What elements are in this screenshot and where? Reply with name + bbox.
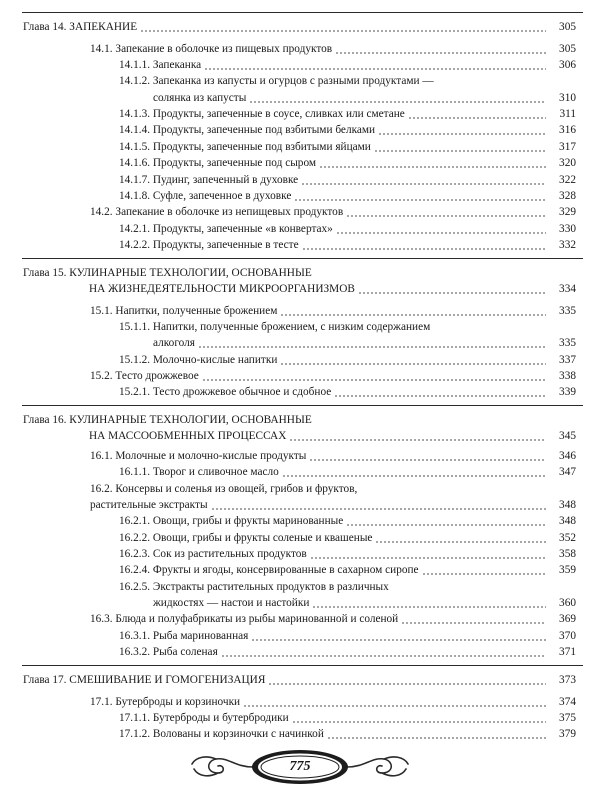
toc-subsection-14-1-1[interactable] <box>0 58 600 73</box>
toc-page: 370 <box>546 629 576 644</box>
toc-subsection-16-2-4[interactable] <box>0 563 600 578</box>
toc-text: 14.2.2. Продукты, запеченные в тесте <box>119 238 302 253</box>
toc-page: 346 <box>546 449 576 464</box>
toc-subsection-17-1-2[interactable] <box>0 727 600 742</box>
toc-page: 329 <box>546 205 576 220</box>
toc-page: 373 <box>546 673 576 688</box>
toc-text: 16.2. Консервы и соленья из овощей, грибов и фруктов, <box>90 482 360 497</box>
toc-text: НА МАССООБМЕННЫХ ПРОЦЕССАХ <box>89 429 289 444</box>
toc-text: 16.1.1. Творог и сливочное масло <box>119 465 282 480</box>
toc-text: 17.1.1. Бутерброды и бутербродики <box>119 711 292 726</box>
toc-text: солянка из капусты <box>153 91 249 106</box>
toc-text: 16.3. Блюда и полуфабрикаты из рыбы маринованной и соленой <box>90 612 401 627</box>
toc-page: 348 <box>546 498 576 513</box>
toc-text: 16.2.4. Фрукты и ягоды, консервированные в сахарном сиропе <box>119 563 422 578</box>
toc-text: 17.1. Бутерброды и корзиночки <box>90 695 243 710</box>
toc-section-16-1[interactable] <box>0 449 600 464</box>
toc-page: 311 <box>546 107 576 122</box>
toc-subsection-15-1-1-cont[interactable] <box>0 336 600 351</box>
toc-text: 16.2.1. Овощи, грибы и фрукты маринованные <box>119 514 346 529</box>
toc-page: 348 <box>546 514 576 529</box>
toc-text: НА ЖИЗНЕДЕЯТЕЛЬНОСТИ МИКРООРГАНИЗМОВ <box>89 282 358 297</box>
toc-subsection-14-2-1[interactable] <box>0 222 600 237</box>
toc-text: жидкостях — настои и настойки <box>153 596 312 611</box>
toc-subsection-15-1-2[interactable] <box>0 353 600 368</box>
toc-text: 14.1.4. Продукты, запеченные под взбитыми белками <box>119 123 378 138</box>
toc-subsection-14-1-6[interactable] <box>0 156 600 171</box>
chapter-divider <box>22 258 583 259</box>
toc-text: 14.1.6. Продукты, запеченные под сыром <box>119 156 319 171</box>
toc-text: 17.1.2. Волованы и корзиночки с начинкой <box>119 727 327 742</box>
toc-chapter-16[interactable] <box>0 413 600 428</box>
toc-page: 374 <box>546 695 576 710</box>
toc-subsection-14-1-8[interactable] <box>0 189 600 204</box>
toc-page: 345 <box>546 429 576 444</box>
toc-page: 369 <box>546 612 576 627</box>
toc-section-14-2[interactable] <box>0 205 600 220</box>
toc-page: 375 <box>546 711 576 726</box>
toc-subsection-16-1-1[interactable] <box>0 465 600 480</box>
toc-page: 305 <box>546 42 576 57</box>
toc-chapter-15[interactable] <box>0 266 600 281</box>
chapter-divider <box>22 665 583 666</box>
toc-page: 359 <box>546 563 576 578</box>
toc-text: 14.1.1. Запеканка <box>119 58 204 73</box>
toc-text: алкоголя <box>153 336 198 351</box>
toc-page: 328 <box>546 189 576 204</box>
toc-subsection-15-2-1[interactable] <box>0 385 600 400</box>
toc-page: 360 <box>546 596 576 611</box>
toc-section-16-2-cont[interactable] <box>0 498 600 513</box>
toc-text: растительные экстракты <box>90 498 211 513</box>
toc-section-17-1[interactable] <box>0 695 600 710</box>
toc-page: 339 <box>546 385 576 400</box>
toc-page: 347 <box>546 465 576 480</box>
toc-page: 310 <box>546 91 576 106</box>
toc-page: 371 <box>546 645 576 660</box>
toc-chapter-15-cont[interactable] <box>0 282 600 297</box>
toc-text: 16.1. Молочные и молочно-кислые продукты <box>90 449 309 464</box>
toc-subsection-14-1-2[interactable] <box>0 74 600 89</box>
toc-text: 15.1.1. Напитки, полученные брожением, с низким содержанием <box>119 320 433 335</box>
toc-page: 322 <box>546 173 576 188</box>
toc-page: 338 <box>546 369 576 384</box>
toc-text: 16.2.3. Сок из растительных продуктов <box>119 547 310 562</box>
toc-subsection-17-1-1[interactable] <box>0 711 600 726</box>
toc-page: 332 <box>546 238 576 253</box>
toc-text: 15.2.1. Тесто дрожжевое обычное и сдобное <box>119 385 334 400</box>
toc-text: 14.1. Запекание в оболочке из пищевых продуктов <box>90 42 335 57</box>
toc-subsection-14-1-5[interactable] <box>0 140 600 155</box>
toc-subsection-16-2-5[interactable] <box>0 580 600 595</box>
toc-subsection-14-1-7[interactable] <box>0 173 600 188</box>
toc-text: 15.1. Напитки, полученные брожением <box>90 304 280 319</box>
toc-subsection-16-2-2[interactable] <box>0 531 600 546</box>
toc-subsection-15-1-1[interactable] <box>0 320 600 335</box>
toc-subsection-14-2-2[interactable] <box>0 238 600 253</box>
toc-text: 14.1.8. Суфле, запеченное в духовке <box>119 189 294 204</box>
toc-page: 317 <box>546 140 576 155</box>
toc-chapter-14[interactable] <box>0 20 600 35</box>
toc-text: 16.2.5. Экстракты растительных продуктов в различных <box>119 580 392 595</box>
toc-subsection-16-3-1[interactable] <box>0 629 600 644</box>
toc-text: Глава 15. КУЛИНАРНЫЕ ТЕХНОЛОГИИ, ОСНОВАННЫЕ <box>23 266 315 281</box>
toc-section-14-1[interactable] <box>0 42 600 57</box>
toc-text: 15.1.2. Молочно-кислые напитки <box>119 353 280 368</box>
toc-chapter-16-cont[interactable] <box>0 429 600 444</box>
toc-subsection-16-2-3[interactable] <box>0 547 600 562</box>
toc-subsection-14-1-3[interactable] <box>0 107 600 122</box>
toc-chapter-17[interactable] <box>0 673 600 688</box>
toc-text: 14.1.7. Пудинг, запеченный в духовке <box>119 173 301 188</box>
toc-text: 15.2. Тесто дрожжевое <box>90 369 202 384</box>
toc-section-15-2[interactable] <box>0 369 600 384</box>
toc-page: 334 <box>546 282 576 297</box>
toc-text: 16.3.1. Рыба маринованная <box>119 629 251 644</box>
toc-page: 320 <box>546 156 576 171</box>
toc-page: 358 <box>546 547 576 562</box>
toc-text: 14.1.5. Продукты, запеченные под взбитыми яйцами <box>119 140 374 155</box>
toc-text: 16.2.2. Овощи, грибы и фрукты соленые и квашеные <box>119 531 375 546</box>
toc-subsection-16-2-5-cont[interactable] <box>0 596 600 611</box>
toc-subsection-14-1-2-cont[interactable] <box>0 91 600 106</box>
toc-text: Глава 16. КУЛИНАРНЫЕ ТЕХНОЛОГИИ, ОСНОВАННЫЕ <box>23 413 315 428</box>
toc-text: Глава 17. СМЕШИВАНИЕ И ГОМОГЕНИЗАЦИЯ <box>23 673 268 688</box>
page-number: 775 <box>289 759 311 774</box>
toc-page: 337 <box>546 353 576 368</box>
chapter-divider <box>22 405 583 406</box>
toc-page: 330 <box>546 222 576 237</box>
toc-subsection-16-3-2[interactable] <box>0 645 600 660</box>
toc-text: Глава 14. ЗАПЕКАНИЕ <box>23 20 140 35</box>
toc-section-16-2[interactable] <box>0 482 600 497</box>
toc-page: 306 <box>546 58 576 73</box>
toc-page: 335 <box>546 336 576 351</box>
toc-page: 379 <box>546 727 576 742</box>
toc-text: 14.2.1. Продукты, запеченные «в конвертах» <box>119 222 336 237</box>
toc-subsection-14-1-4[interactable] <box>0 123 600 138</box>
toc-text: 14.1.3. Продукты, запеченные в соусе, сливках или сметане <box>119 107 408 122</box>
toc-text: 14.2. Запекание в оболочке из непищевых продуктов <box>90 205 346 220</box>
toc-section-16-3[interactable] <box>0 612 600 627</box>
toc-subsection-16-2-1[interactable] <box>0 514 600 529</box>
toc-section-15-1[interactable] <box>0 304 600 319</box>
toc-page: 305 <box>546 20 576 35</box>
toc-page: 352 <box>546 531 576 546</box>
toc-text: 16.3.2. Рыба соленая <box>119 645 221 660</box>
top-rule <box>22 12 583 13</box>
toc-page: 316 <box>546 123 576 138</box>
page-footer <box>0 747 600 787</box>
toc-page: 335 <box>546 304 576 319</box>
toc-text: 14.1.2. Запеканка из капусты и огурцов с разными продуктами — <box>119 74 437 89</box>
